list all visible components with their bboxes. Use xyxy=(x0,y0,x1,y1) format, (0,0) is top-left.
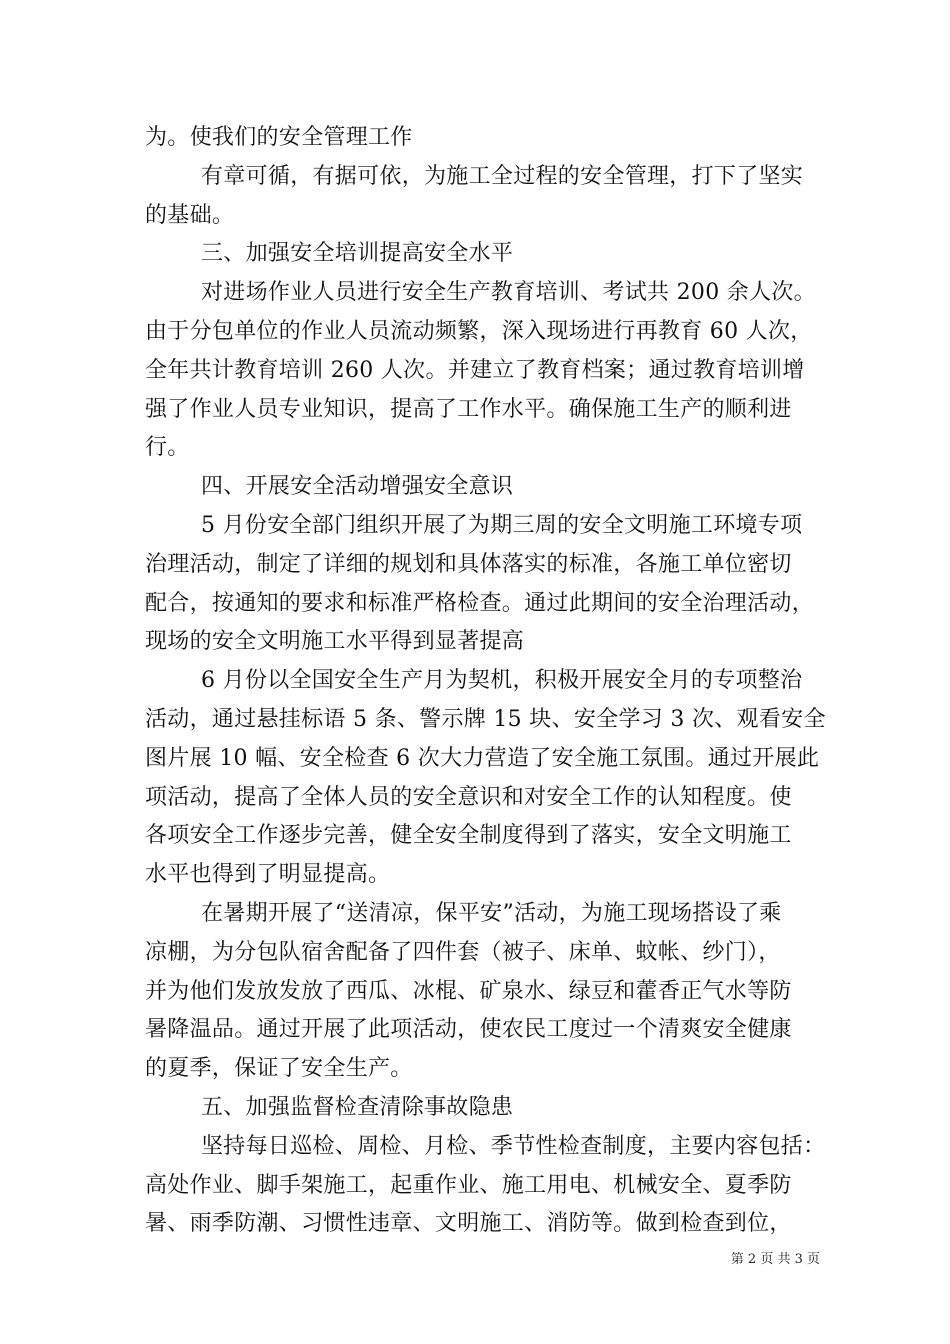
text-line: 治理活动，制定了详细的规划和具体落实的标准，各施工单位密切 xyxy=(145,551,792,577)
text-line: 暑降温品。通过开展了此项活动，使农民工度过一个清爽安全健康 xyxy=(145,1017,792,1043)
text-line: 配合，按通知的要求和标准严格检查。通过此期间的安全治理活动， xyxy=(145,590,815,616)
page-number: 第 2 页 共 3 页 xyxy=(730,1252,820,1267)
text-line: 对进场作业人员进行安全生产教育培训、考试共 200 余人次。 xyxy=(201,280,816,306)
text-line: 三、加强安全培训提高安全水平 xyxy=(201,241,514,267)
text-line: 全年共计教育培训 260 人次。并建立了教育档案；通过教育培训增 xyxy=(145,357,805,383)
text-line: 有章可循，有据可依，为施工全过程的安全管理，打下了坚实 xyxy=(201,163,804,189)
text-line: 五、加强监督检查清除事故隐患 xyxy=(201,1094,514,1120)
text-line: 的夏季，保证了安全生产。 xyxy=(145,1056,413,1082)
text-line: 图片展 10 幅、安全检查 6 次大力营造了安全施工氛围。通过开展此 xyxy=(145,745,820,771)
text-line: 强了作业人员专业知识，提高了工作水平。确保施工生产的顺利进 xyxy=(145,396,792,422)
text-line: 5 月份安全部门组织开展了为期三周的安全文明施工环境专项 xyxy=(201,512,803,538)
text-line: 四、开展安全活动增强安全意识 xyxy=(201,474,514,500)
text-line: 水平也得到了明显提高。 xyxy=(145,862,391,888)
document-body xyxy=(145,119,825,1244)
text-line: 项活动，提高了全体人员的安全意识和对安全工作的认知程度。使 xyxy=(145,784,792,810)
text-line: 行。 xyxy=(145,435,190,461)
text-line: 由于分包单位的作业人员流动频繁，深入现场进行再教育 60 人次， xyxy=(145,318,813,344)
text-line: 活动，通过悬挂标语 5 条、警示牌 15 块、安全学习 3 次、观看安全 xyxy=(145,706,826,732)
text-line: 各项安全工作逐步完善，健全安全制度得到了落实，安全文明施工 xyxy=(145,823,792,849)
text-line: 暑、雨季防潮、习惯性违章、文明施工、消防等。做到检查到位， xyxy=(145,1211,792,1237)
text-line: 高处作业、脚手架施工，起重作业、施工用电、机械安全、夏季防 xyxy=(145,1172,792,1198)
text-line: 6 月份以全国安全生产月为契机，积极开展安全月的专项整治 xyxy=(201,668,803,694)
text-line: 的基础。 xyxy=(145,202,235,228)
text-line: 在暑期开展了“送清凉，保平安”活动，为施工现场搭设了乘 xyxy=(201,900,782,926)
text-line: 并为他们发放发放了西瓜、冰棍、矿泉水、绿豆和藿香正气水等防 xyxy=(145,978,792,1004)
text-line: 为。使我们的安全管理工作 xyxy=(145,125,413,150)
text-line: 现场的安全文明施工水平得到显著提高 xyxy=(145,629,525,655)
text-line: 凉棚，为分包队宿舍配备了四件套（被子、床单、蚊帐、纱门）， xyxy=(145,939,781,965)
text-line: 坚持每日巡检、周检、月检、季节性检查制度，主要内容包括： xyxy=(201,1133,826,1159)
